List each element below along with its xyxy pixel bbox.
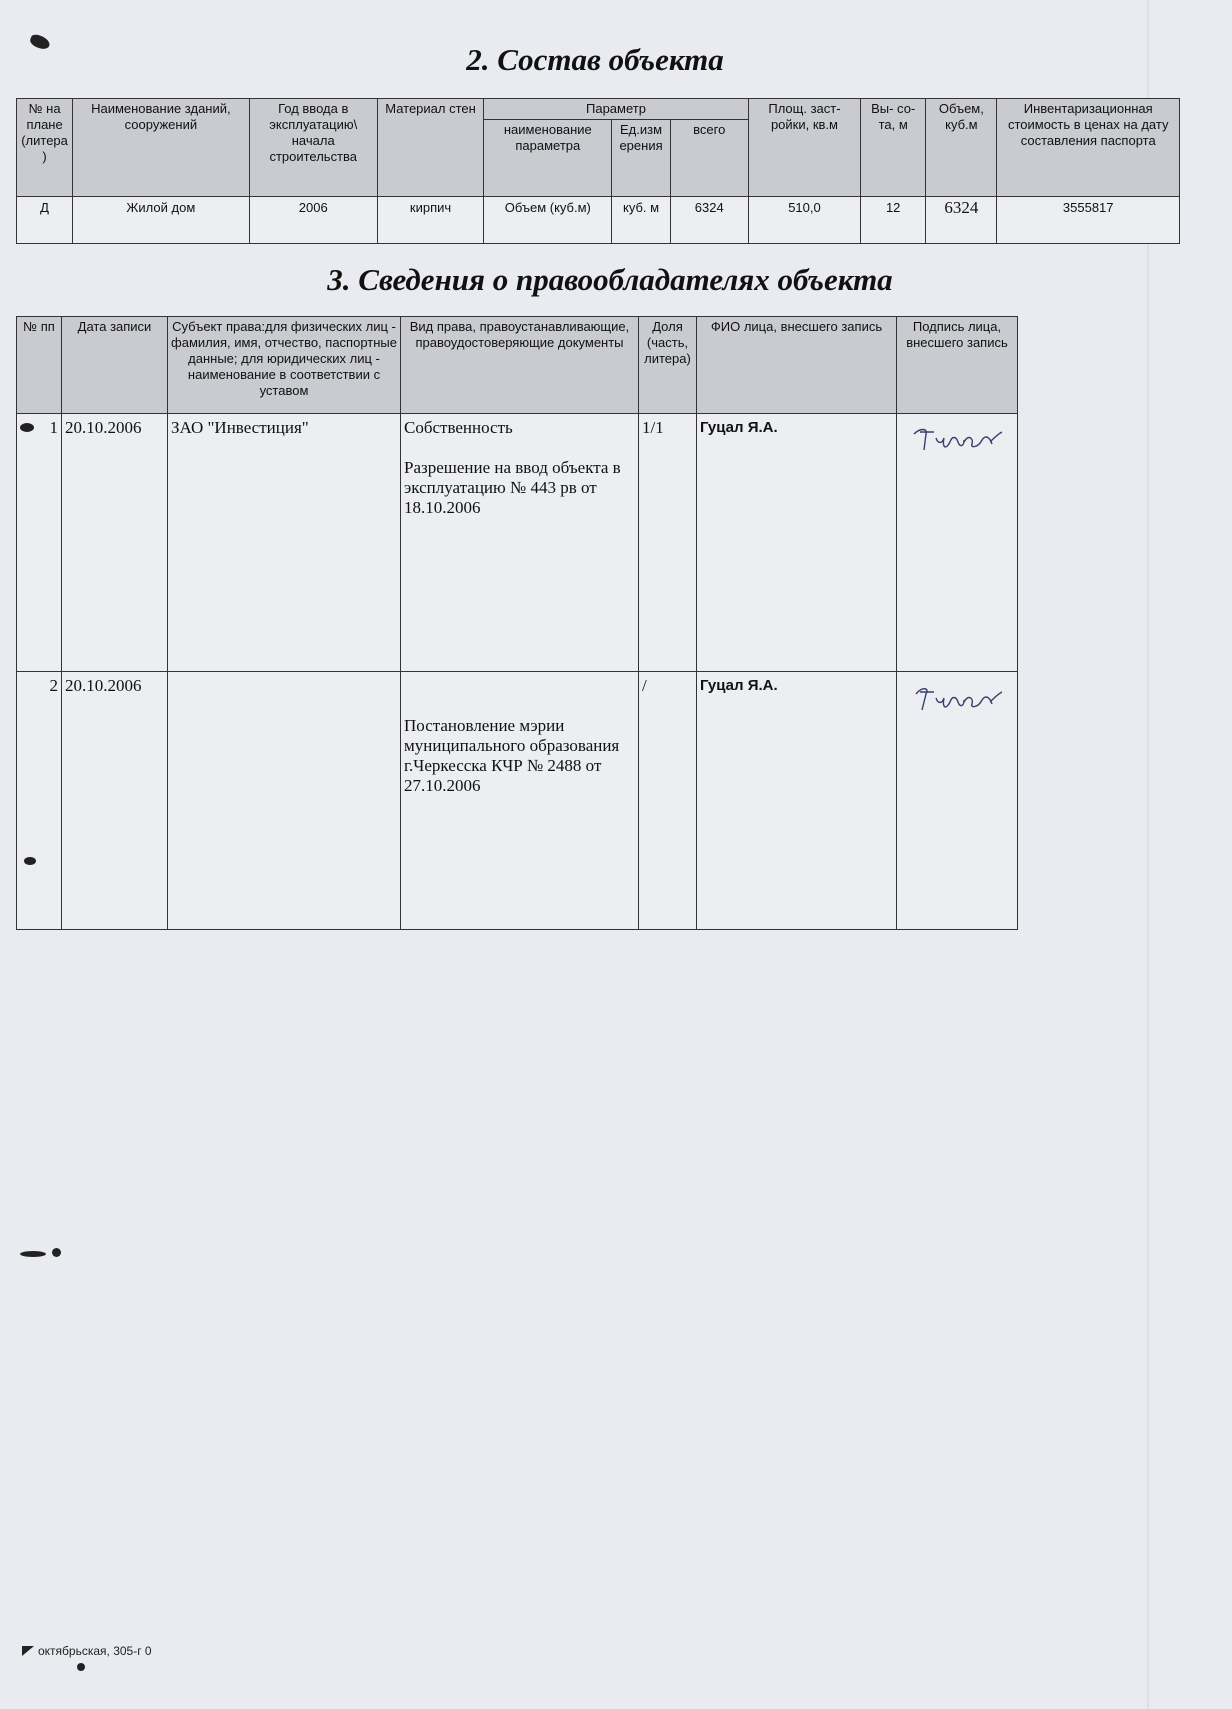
cell-plan-no: Д: [17, 197, 73, 244]
col-inventory-cost: Инвентаризационная стоимость в ценах на дату составления паспорта: [997, 99, 1180, 197]
cell-subject: ЗАО "Инвестиция": [168, 414, 401, 672]
cell-height: 12: [861, 197, 926, 244]
footer-address: октябрьская, 305-г 0: [38, 1644, 152, 1658]
col-height: Вы- со- та, м: [861, 99, 926, 197]
table-row: [17, 414, 1018, 672]
table-row: [17, 672, 1018, 930]
col-material: Материал стен: [377, 99, 483, 197]
signature-image: [910, 424, 1006, 458]
section3-title: 3. Сведения о правообладателях объекта: [327, 262, 893, 297]
scan-mark: [20, 1251, 46, 1257]
cell-year: 2006: [249, 197, 377, 244]
cell-subject: [168, 672, 401, 930]
cell-signature: [897, 414, 1018, 672]
cell-share: 1/1: [639, 414, 697, 672]
cell-name: Жилой дом: [73, 197, 249, 244]
signature-image: [910, 682, 1006, 716]
col-right-type: Вид права, правоустанавливающие, правоудостоверяющие документы: [401, 317, 639, 414]
cell-no: 1: [17, 414, 62, 672]
col-no: № пп: [17, 317, 62, 414]
document-text: Разрешение на ввод объекта в эксплуатацию № 443 рв от 18.10.2006: [404, 458, 621, 517]
col-param-total: всего: [670, 120, 748, 197]
col-volume: Объем, куб.м: [926, 99, 997, 197]
table-row: [17, 197, 1180, 244]
cell-recorder: Гуцал Я.А.: [697, 672, 897, 930]
cell-right-type: [401, 414, 639, 672]
col-subject: Субъект права:для физических лиц - фамилия, имя, отчество, паспортные данные; для юридических лиц - наименование в соответствии с уставом: [168, 317, 401, 414]
cell-inventory-cost: 3555817: [997, 197, 1180, 244]
right-type-text: Собственность: [404, 418, 513, 437]
scan-mark: [20, 423, 34, 432]
col-plan-no: № на плане (литера ): [17, 99, 73, 197]
col-param-unit: Ед.изм ерения: [612, 120, 670, 197]
col-param: Параметр: [484, 99, 749, 120]
cell-material: кирпич: [377, 197, 483, 244]
scan-mark: [77, 1663, 85, 1671]
col-param-name: наименование параметра: [484, 120, 612, 197]
cell-date: 20.10.2006: [62, 414, 168, 672]
scan-mark: [52, 1248, 61, 1257]
document-text: Постановление мэрии муниципального образования г.Черкесска КЧР № 2488 от 27.10.2006: [404, 716, 620, 795]
cell-share: /: [639, 672, 697, 930]
col-share: Доля (часть, литера): [639, 317, 697, 414]
flag-icon: [22, 1646, 34, 1656]
cell-no: 2: [17, 672, 62, 930]
cell-signature: [897, 672, 1018, 930]
cell-area: 510,0: [748, 197, 860, 244]
col-name: Наименование зданий, сооружений: [73, 99, 249, 197]
col-signature: Подпись лица, внесшего запись: [897, 317, 1018, 414]
cell-param-unit: куб. м: [612, 197, 670, 244]
footer: [22, 1644, 152, 1658]
col-area: Площ. заст- ройки, кв.м: [748, 99, 860, 197]
cell-right-type: [401, 672, 639, 930]
rightholders-table: [16, 316, 1018, 930]
scan-line: [1147, 0, 1149, 1709]
cell-volume: 6324: [926, 197, 997, 244]
cell-recorder: Гуцал Я.А.: [697, 414, 897, 672]
section2-title: 2. Состав объекта: [466, 42, 724, 77]
cell-date: 20.10.2006: [62, 672, 168, 930]
cell-param-name: Объем (куб.м): [484, 197, 612, 244]
scan-mark: [24, 857, 36, 865]
col-year: Год ввода в эксплуатацию\ начала строительства: [249, 99, 377, 197]
object-composition-table: [16, 98, 1180, 244]
cell-param-total: 6324: [670, 197, 748, 244]
col-date: Дата записи: [62, 317, 168, 414]
col-recorder: ФИО лица, внесшего запись: [697, 317, 897, 414]
